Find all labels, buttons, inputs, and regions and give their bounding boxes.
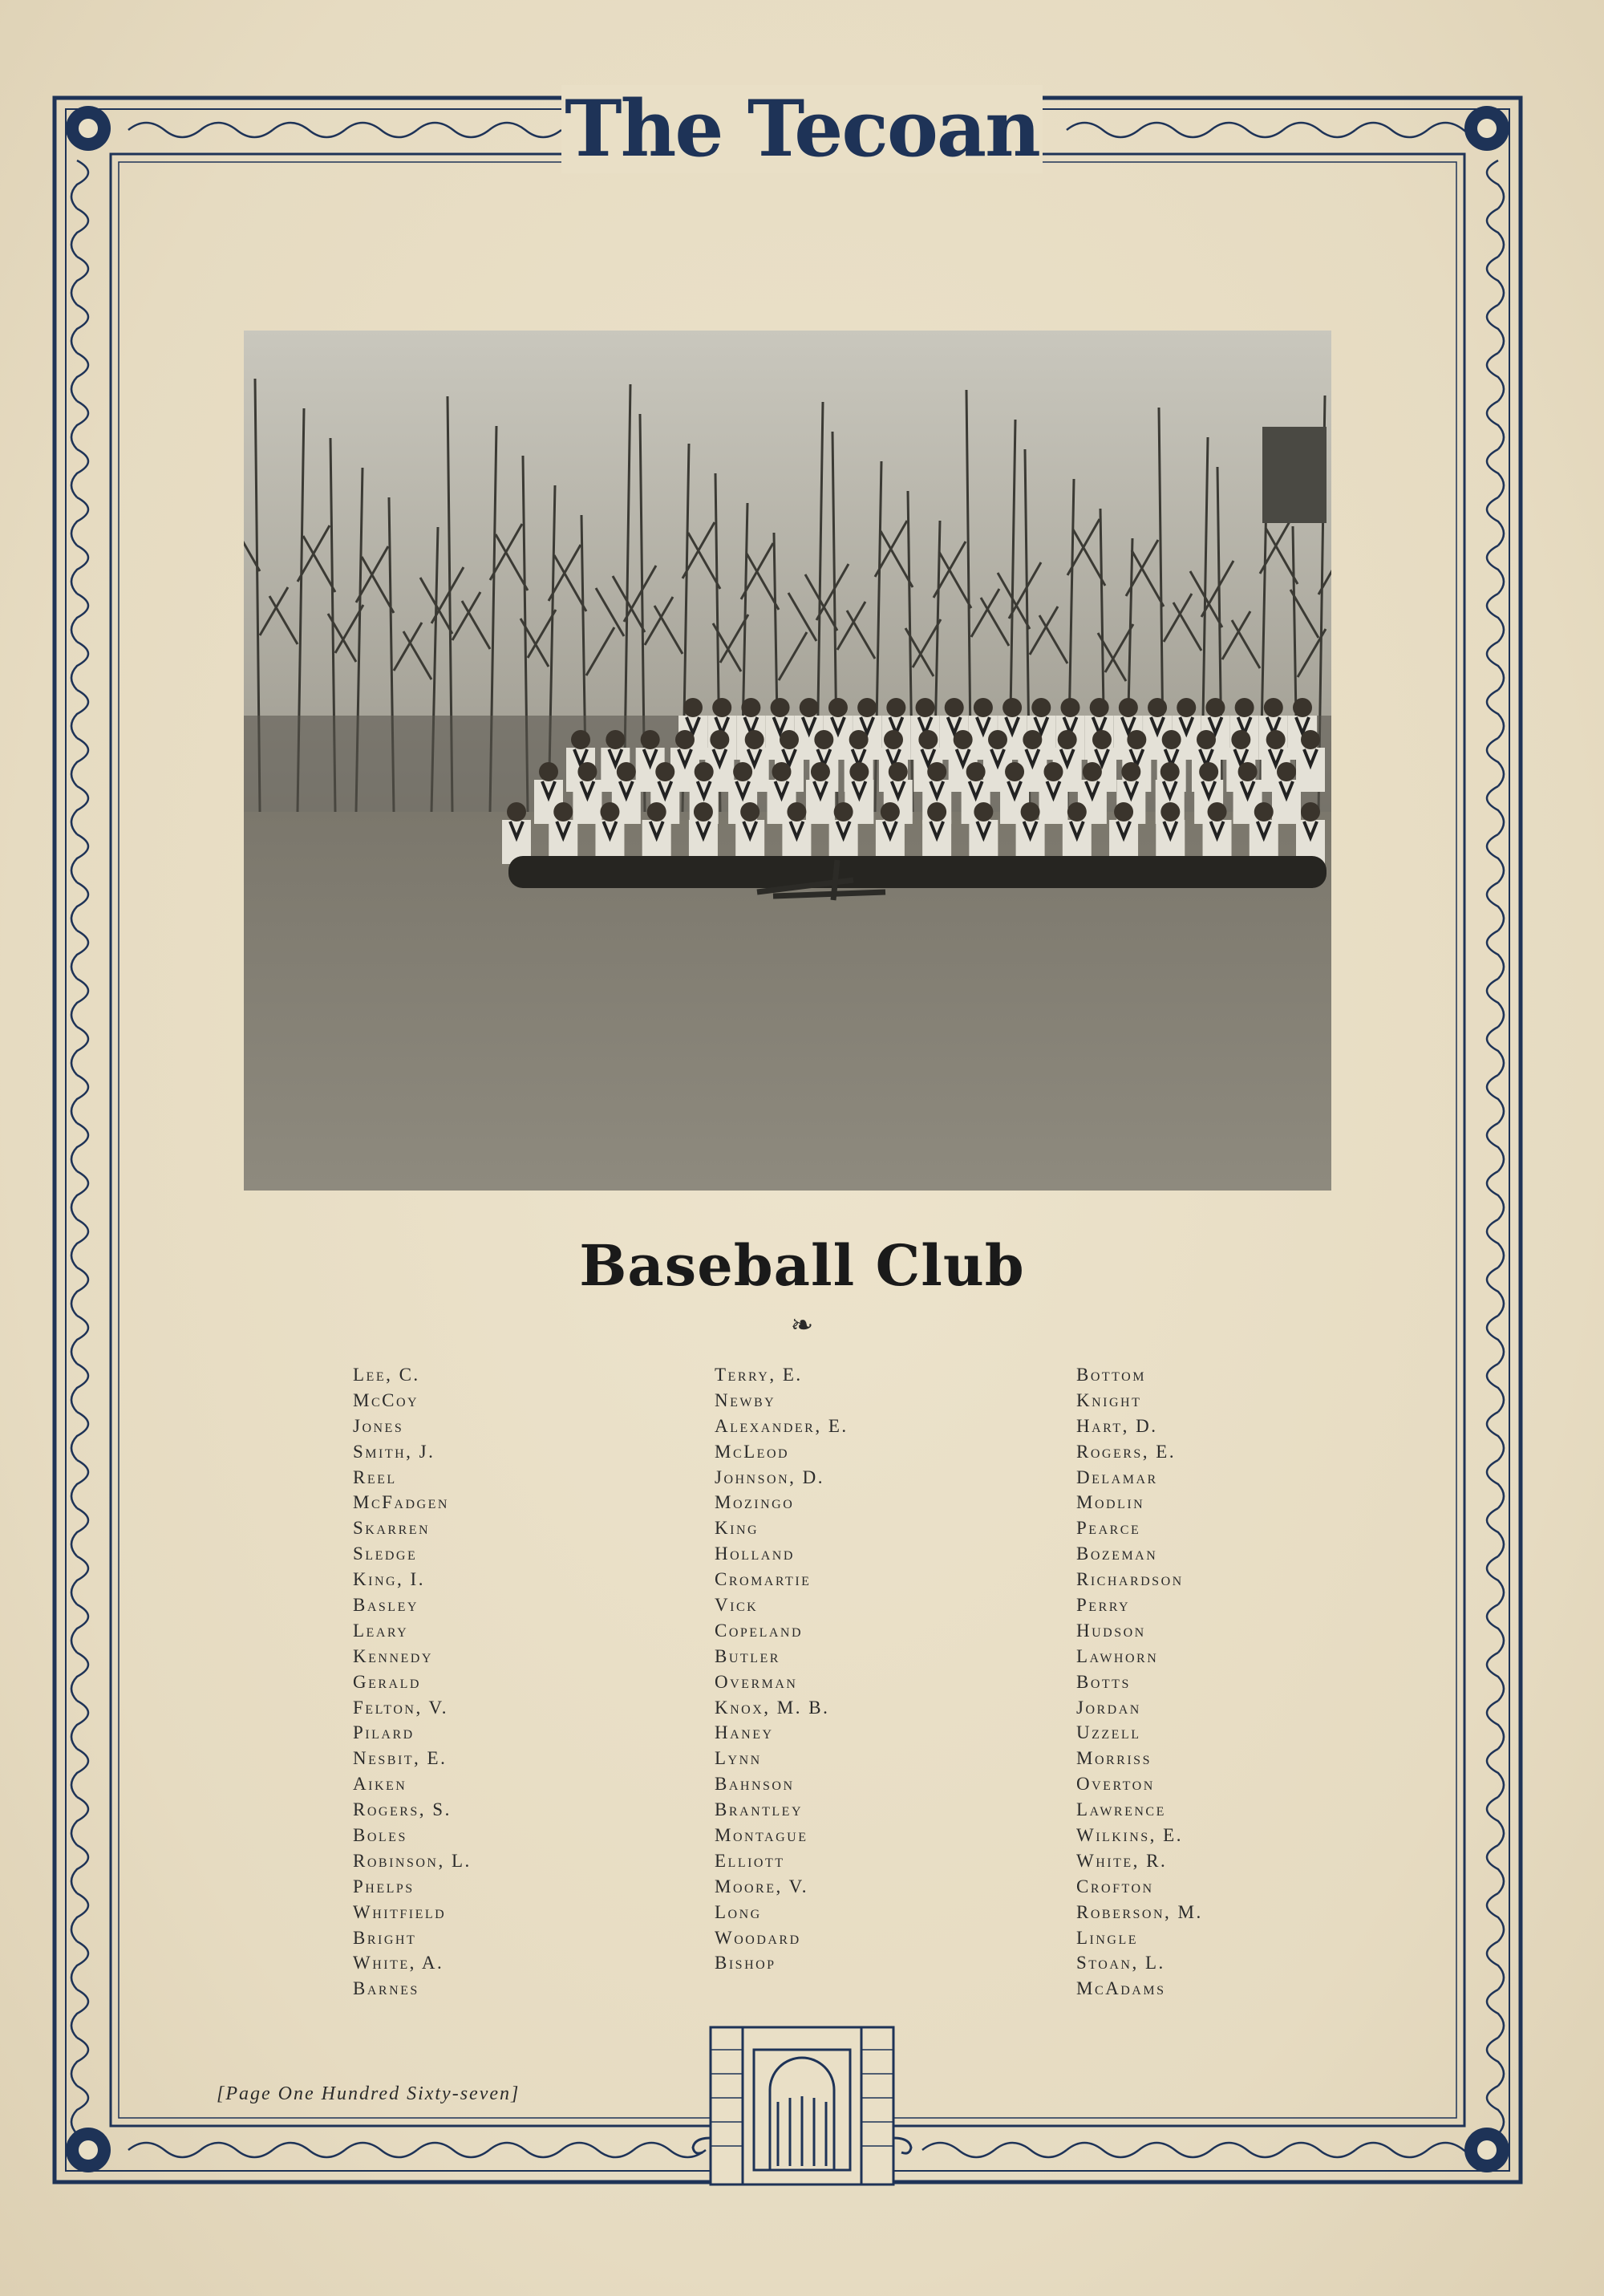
roster-name: Bottom bbox=[1076, 1365, 1146, 1385]
roster-name: Pilard bbox=[353, 1722, 415, 1743]
roster-name: Terry, E. bbox=[715, 1365, 803, 1385]
roster-name: Cromartie bbox=[715, 1569, 812, 1590]
roster-name: Knox, M. B. bbox=[715, 1697, 830, 1718]
roster-name: Elliott bbox=[715, 1850, 785, 1871]
roster-name: Botts bbox=[1076, 1671, 1131, 1692]
roster-name: Boles bbox=[353, 1825, 407, 1846]
roster-name: Smith, J. bbox=[353, 1441, 435, 1462]
roster-name: Aiken bbox=[353, 1774, 407, 1795]
roster-name: Overton bbox=[1076, 1774, 1155, 1795]
roster-name: King, I. bbox=[353, 1569, 425, 1590]
roster-name: Crofton bbox=[1076, 1876, 1154, 1896]
roster-name: Holland bbox=[715, 1544, 795, 1564]
roster-column-3 bbox=[1076, 1362, 1429, 2002]
roster-name: Lynn bbox=[715, 1748, 762, 1769]
roster-name: Wilkins, E. bbox=[1076, 1825, 1183, 1846]
roster-name: Skarren bbox=[353, 1518, 431, 1539]
page-number: [Page One Hundred Sixty-seven] bbox=[217, 2083, 520, 2104]
roster-name: McCoy bbox=[353, 1389, 419, 1410]
roster-name: Lawhorn bbox=[1076, 1645, 1159, 1666]
roster-name: Long bbox=[715, 1901, 762, 1922]
roster-name: McLeod bbox=[715, 1441, 790, 1462]
roster-column-1 bbox=[353, 1362, 706, 2002]
roster-name: Uzzell bbox=[1076, 1722, 1141, 1743]
roster-name: Rogers, S. bbox=[353, 1799, 452, 1820]
roster-name: Richardson bbox=[1076, 1569, 1184, 1590]
roster-name: Pearce bbox=[1076, 1518, 1141, 1539]
roster-name: Lee, C. bbox=[353, 1365, 420, 1385]
roster-name: Montague bbox=[715, 1825, 808, 1846]
roster-name: Woodard bbox=[715, 1927, 801, 1948]
roster-name: Vick bbox=[715, 1595, 759, 1616]
roster-name: Morriss bbox=[1076, 1748, 1152, 1769]
roster-name: Overman bbox=[715, 1671, 798, 1692]
roster-name: Copeland bbox=[715, 1620, 804, 1641]
roster-name: McFadgen bbox=[353, 1492, 449, 1513]
section-title: Baseball Club bbox=[579, 1232, 1025, 1299]
roster-name: Lawrence bbox=[1076, 1799, 1166, 1820]
roster-name: Hudson bbox=[1076, 1620, 1146, 1641]
roster-name: Rogers, E. bbox=[1076, 1441, 1177, 1462]
roster-name: Sledge bbox=[353, 1544, 418, 1564]
roster-name: Hart, D. bbox=[1076, 1415, 1158, 1436]
roster-name: Johnson, D. bbox=[715, 1466, 824, 1487]
roster-name: Stoan, L. bbox=[1076, 1953, 1165, 1974]
roster-name: Gerald bbox=[353, 1671, 421, 1692]
roster-name: Leary bbox=[353, 1620, 409, 1641]
roster-name: Butler bbox=[715, 1645, 780, 1666]
roster-name: Whitfield bbox=[353, 1901, 447, 1922]
fleuron-ornament-icon: ❧ bbox=[790, 1311, 814, 1341]
roster-column-2 bbox=[715, 1362, 1067, 1976]
roster-name: Haney bbox=[715, 1722, 774, 1743]
roster-name: White, R. bbox=[1076, 1850, 1168, 1871]
roster-name: Perry bbox=[1076, 1595, 1131, 1616]
roster-name: Bahnson bbox=[715, 1774, 795, 1795]
roster-name: Nesbit, E. bbox=[353, 1748, 448, 1769]
roster-name: Felton, V. bbox=[353, 1697, 448, 1718]
roster-name: Robinson, L. bbox=[353, 1850, 472, 1871]
roster-name: Jordan bbox=[1076, 1697, 1141, 1718]
roster-name: Moore, V. bbox=[715, 1876, 808, 1896]
roster-name: Kennedy bbox=[353, 1645, 433, 1666]
roster-name: King bbox=[715, 1518, 759, 1539]
roster-name: Basley bbox=[353, 1595, 419, 1616]
yearbook-masthead: The Tecoan bbox=[561, 85, 1043, 173]
gateway-emblem-icon bbox=[682, 2018, 922, 2186]
roster-name: Delamar bbox=[1076, 1466, 1158, 1487]
roster-name: Bishop bbox=[715, 1953, 776, 1974]
roster-name: Phelps bbox=[353, 1876, 415, 1896]
roster-name: Newby bbox=[715, 1389, 776, 1410]
roster-name: Mozingo bbox=[715, 1492, 795, 1513]
roster-name: Modlin bbox=[1076, 1492, 1145, 1513]
roster-name: Reel bbox=[353, 1466, 397, 1487]
roster-name: Bozeman bbox=[1076, 1544, 1158, 1564]
roster-name: Alexander, E. bbox=[715, 1415, 849, 1436]
baseball-club-group-photo bbox=[244, 331, 1331, 1191]
roster-name: White, A. bbox=[353, 1953, 444, 1974]
roster-name: Knight bbox=[1076, 1389, 1142, 1410]
roster-name: Barnes bbox=[353, 1978, 419, 1999]
roster-name: Bright bbox=[353, 1927, 417, 1948]
roster-name: Roberson, M. bbox=[1076, 1901, 1203, 1922]
roster-name: Lingle bbox=[1076, 1927, 1139, 1948]
roster-name: Jones bbox=[353, 1415, 404, 1436]
roster-name: McAdams bbox=[1076, 1978, 1166, 1999]
roster-name: Brantley bbox=[715, 1799, 803, 1820]
